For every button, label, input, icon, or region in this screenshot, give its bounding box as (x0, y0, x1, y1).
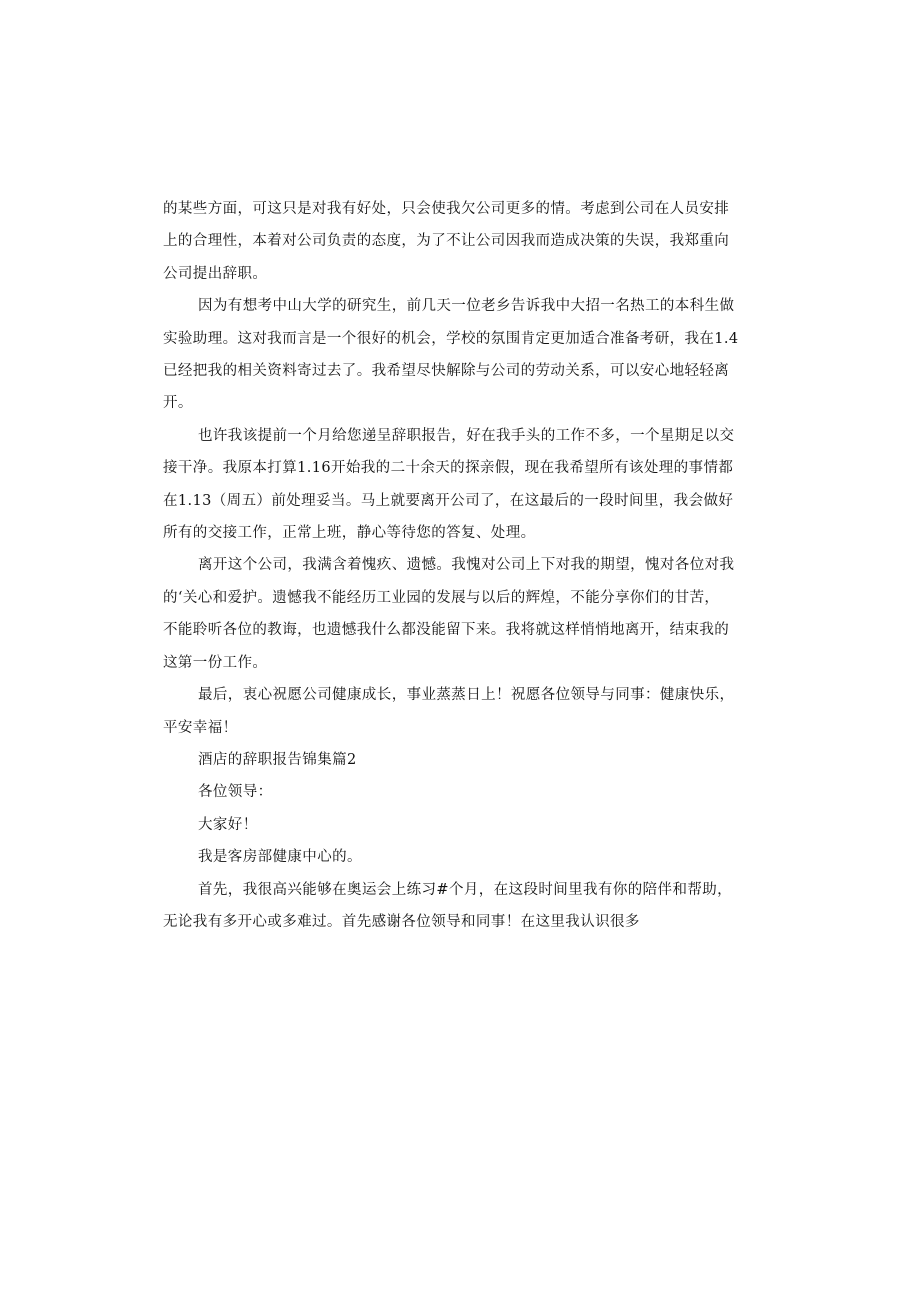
paragraph-4 (163, 549, 753, 679)
text-line: 不能聆听各位的教诲，也遗憾我什么都没能留下来。我将就这样悄悄地离开，结束我的 (163, 622, 730, 639)
section-title: 酒店的辞职报告锦集篇2 (198, 751, 357, 768)
text-line: 无论我有多开心或多难过。首先感谢各位领导和同事！在这里我认识很多 (163, 913, 640, 930)
text-line: 这第一份工作。 (163, 654, 268, 671)
text-line: 也许我该提前一个月给您递呈辞职报告，好在我手头的工作不多，一个星期足以交 (198, 427, 735, 444)
salutation: 各位领导： (198, 784, 273, 801)
paragraph-10 (163, 874, 753, 939)
text-line: 在1.13（周五）前处理妥当。马上就要离开公司了，在这最后的一段时间里，我会做好 (163, 492, 734, 509)
text-line: 上的合理性，本着对公司负责的态度，为了不让公司因我而造成决策的失误，我郑重向 (163, 233, 730, 250)
greeting: 大家好！ (198, 816, 258, 833)
paragraph-5 (163, 679, 753, 744)
text-line: 因为有想考中山大学的研究生，前几天一位老乡告诉我中大招一名热工的本科生做 (198, 298, 735, 315)
text-line: 开。 (163, 395, 193, 412)
text-line: 接干净。我原本打算1.16开始我的二十余天的探亲假，现在我希望所有该处理的事情都 (163, 460, 734, 477)
document-body (163, 193, 753, 938)
text-line: 最后，衷心祝愿公司健康成长，事业蒸蒸日上！祝愿各位领导与同事：健康快乐， (198, 687, 735, 704)
text-line: 的‘关心和爱护。遗憾我不能经历工业园的发展与以后的辉煌，不能分享你们的甘苦， (163, 589, 720, 606)
text-line: 已经把我的相关资料寄过去了。我希望尽快解除与公司的劳动关系，可以安心地轻轻离 (163, 363, 730, 380)
self-introduction: 我是客房部健康中心的。 (198, 849, 362, 866)
text-line: 离开这个公司，我满含着愧疚、遗憾。我愧对公司上下对我的期望，愧对各位对我 (198, 557, 735, 574)
paragraph-3 (163, 420, 753, 550)
text-line: 的某些方面，可这只是对我有好处，只会使我欠公司更多的情。考虑到公司在人员安排 (163, 201, 730, 217)
text-line: 公司提出辞职。 (163, 265, 268, 282)
paragraph-2 (163, 290, 753, 420)
text-line: 平安幸福！ (163, 719, 238, 736)
text-line: 所有的交接工作，正常上班，静心等待您的答复、处理。 (163, 525, 536, 542)
text-line: 实验助理。这对我而言是一个很好的机会，学校的氛围肯定更加适合准备考研，我在1.4 (163, 330, 739, 347)
text-line: 首先，我很高兴能够在奥运会上练习#个月，在这段时间里我有你的陪伴和帮助， (198, 881, 733, 898)
paragraph-1 (163, 193, 753, 290)
